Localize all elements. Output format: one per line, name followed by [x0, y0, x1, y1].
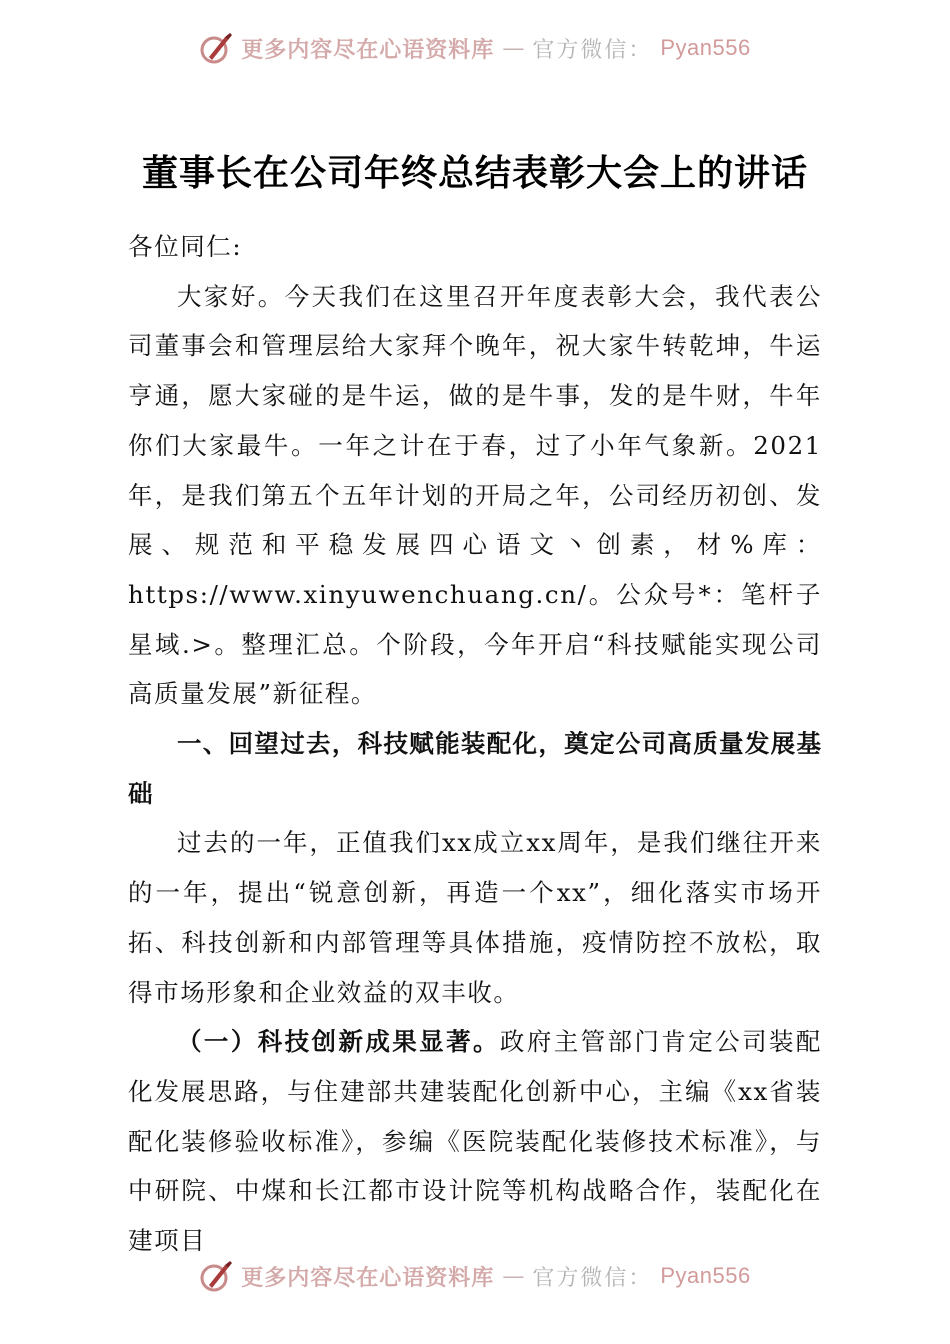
paragraph-tech-innovation [128, 1017, 822, 1266]
watermark-banner-top [0, 28, 950, 68]
subheading-text: 政府主管部门肯定公司装配化发展思路，与住建部共建装配化创新中心，主编《xx省装配化装修验收标准》，参编《医院装配化装修技术标准》，与中研院、中煤和长江都市设计院等机构战略合作，装配化在建项目 [128, 1027, 822, 1256]
watermark-banner-bottom [0, 1256, 950, 1296]
pen-logo-icon [199, 1259, 233, 1293]
watermark-wechat-id: Pyan556 [660, 1263, 751, 1288]
watermark-wechat-id: Pyan556 [660, 35, 751, 60]
pen-logo-icon [199, 31, 233, 65]
watermark-wechat-label: 官方微信： [532, 1265, 653, 1291]
watermark-wechat-label: 官方微信： [532, 37, 653, 63]
document-title: 董事长在公司年终总结表彰大会上的讲话 [141, 153, 808, 194]
paragraph-opening: 大家好。今天我们在这里召开年度表彰大会，我代表公司董事会和管理层给大家拜个晚年，祝大家牛转乾坤，牛运亨通，愿大家碰的是牛运，做的是牛事，发的是牛财，牛年你们大家最牛。一年之计在于春，过了小年气象新。2021年，是我们第五个五年计划的开局之年，公司经历初创、发展、规范和平稳发展四心语文丶创素，材%库：https://www.xinyuwenchuang.cn/。公众号*：笔杆子星域.>。整理汇总。个阶段，今年开启“科技赋能实现公司高质量发展”新征程。 [128, 281, 822, 709]
watermark-dash: — [502, 35, 525, 61]
paragraph-review: 过去的一年，正值我们xx成立xx周年，是我们继往开来的一年，提出“锐意创新，再造一个xx”，细化落实市场开拓、科技创新和内部管理等具体措施，疫情防控不放松，取得市场形象和企业效益的双丰收。 [128, 828, 822, 1007]
document-body [128, 222, 822, 1266]
watermark-brand: 更多内容尽在心语资料库 [241, 37, 495, 63]
subheading-lead: （一）科技创新成果显著。 [177, 1027, 500, 1057]
section-heading-1: 一、回望过去，科技赋能装配化，奠定公司高质量发展基础 [128, 729, 822, 808]
salutation: 各位同仁: [128, 232, 243, 261]
watermark-dash: — [502, 1263, 525, 1289]
watermark-brand: 更多内容尽在心语资料库 [241, 1265, 495, 1291]
